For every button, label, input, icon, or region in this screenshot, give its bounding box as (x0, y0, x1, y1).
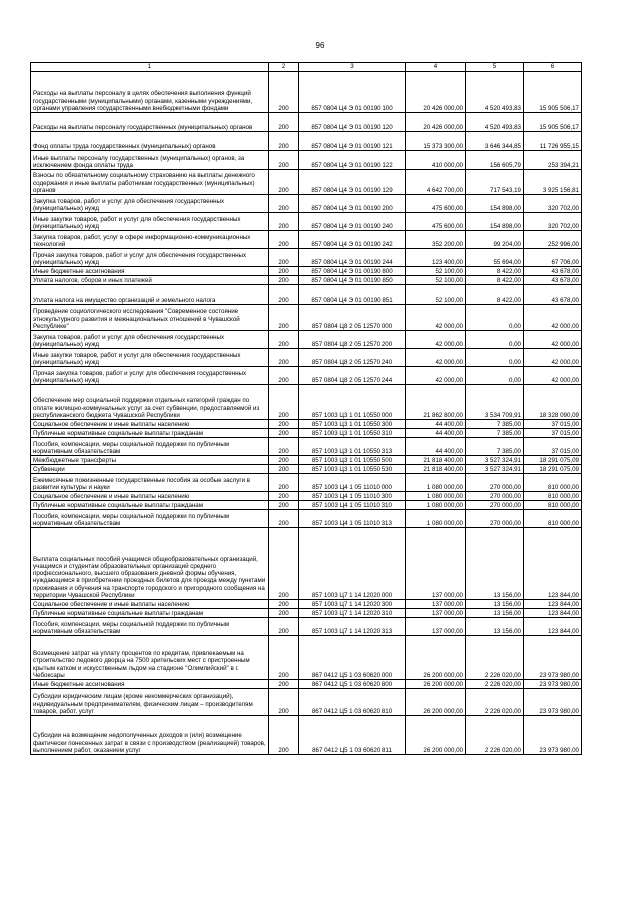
approved-amount: 410 000,00 (406, 151, 466, 170)
admin-code: 200 (269, 716, 299, 755)
row-name: Ежемесячные пожизненные государственные пособия за особые заслуги в развитии культуры и науки (31, 474, 269, 492)
header-cell: 5 (466, 63, 524, 72)
classification-code: 857 0804 Ц8 2 05 12570 000 (299, 305, 406, 331)
executed-amount: 270 000,00 (466, 474, 524, 492)
approved-amount: 52 100,00 (406, 285, 466, 305)
approved-amount: 15 373 300,00 (406, 132, 466, 151)
admin-code: 200 (269, 689, 299, 716)
approved-amount: 137 000,00 (406, 528, 466, 600)
row-name: Иные бюджетные ассигнования (31, 267, 269, 276)
approved-amount: 1 080 000,00 (406, 492, 466, 501)
table-row (31, 456, 582, 465)
admin-code: 200 (269, 367, 299, 385)
table-row (31, 132, 582, 151)
table-row (31, 331, 582, 349)
admin-code: 200 (269, 609, 299, 618)
remaining-amount: 123 844,00 (524, 528, 582, 600)
row-name: Прочая закупка товаров, работ и услуг для обеспечения государственных (муниципальных) нужд (31, 367, 269, 385)
row-name: Межбюджетные трансферты (31, 456, 269, 465)
admin-code: 200 (269, 276, 299, 285)
approved-amount: 42 000,00 (406, 331, 466, 349)
executed-amount: 0,00 (466, 367, 524, 385)
remaining-amount: 42 000,00 (524, 305, 582, 331)
row-name: Пособия, компенсации, меры социальной поддержки по публичным нормативным обязательствам (31, 618, 269, 636)
approved-amount: 1 080 000,00 (406, 510, 466, 528)
approved-amount: 42 000,00 (406, 349, 466, 367)
admin-code: 200 (269, 170, 299, 195)
executed-amount: 154 898,00 (466, 213, 524, 231)
executed-amount: 3 534 709,91 (466, 385, 524, 420)
table-row (31, 600, 582, 609)
admin-code: 200 (269, 349, 299, 367)
row-name: Прочая закупка товаров, работ и услуг для обеспечения государственных (муниципальных) нужд (31, 249, 269, 267)
row-name: Проведение социологического исследования "Современное состояние этнокультурного развития и межнациональных отношений в Чувашской Республике" (31, 305, 269, 331)
classification-code: 857 0804 Ц8 2 05 12570 240 (299, 349, 406, 367)
executed-amount: 3 527 324,91 (466, 465, 524, 474)
executed-amount: 7 385,00 (466, 429, 524, 438)
classification-code: 867 0412 Ц5 1 03 60620 000 (299, 636, 406, 680)
classification-code: 857 0804 Ц4 Э 01 00190 800 (299, 267, 406, 276)
row-name: Иные выплаты персоналу государственных (муниципальных) органов, за исключением фонда оплаты труда (31, 151, 269, 170)
row-name: Социальное обеспечение и иные выплаты населению (31, 420, 269, 429)
approved-amount: 475 600,00 (406, 213, 466, 231)
approved-amount: 137 000,00 (406, 618, 466, 636)
approved-amount: 352 200,00 (406, 231, 466, 249)
executed-amount: 270 000,00 (466, 510, 524, 528)
approved-amount: 137 000,00 (406, 609, 466, 618)
remaining-amount: 42 000,00 (524, 349, 582, 367)
admin-code: 200 (269, 510, 299, 528)
classification-code: 857 1003 Ц7 1 14 12020 313 (299, 618, 406, 636)
executed-amount: 717 543,19 (466, 170, 524, 195)
admin-code: 200 (269, 195, 299, 213)
admin-code: 200 (269, 132, 299, 151)
approved-amount: 44 400,00 (406, 429, 466, 438)
classification-code: 857 1003 Ц3 1 01 10550 313 (299, 438, 406, 456)
remaining-amount: 810 000,00 (524, 492, 582, 501)
table-row (31, 231, 582, 249)
table-row (31, 305, 582, 331)
remaining-amount: 810 000,00 (524, 474, 582, 492)
classification-code: 857 0804 Ц4 Э 01 00190 122 (299, 151, 406, 170)
table-row (31, 438, 582, 456)
executed-amount: 55 694,00 (466, 249, 524, 267)
approved-amount: 26 200 000,00 (406, 689, 466, 716)
remaining-amount: 15 905 506,17 (524, 72, 582, 113)
row-name: Фонд оплаты труда государственных (муниципальных) органов (31, 132, 269, 151)
remaining-amount: 23 973 980,00 (524, 680, 582, 689)
table-row (31, 151, 582, 170)
table-row (31, 72, 582, 113)
admin-code: 200 (269, 492, 299, 501)
admin-code: 200 (269, 305, 299, 331)
executed-amount: 8 422,00 (466, 276, 524, 285)
table-row (31, 510, 582, 528)
table-row (31, 618, 582, 636)
executed-amount: 7 385,00 (466, 438, 524, 456)
approved-amount: 44 400,00 (406, 420, 466, 429)
classification-code: 857 1003 Ц4 1 05 11010 313 (299, 510, 406, 528)
executed-amount: 4 520 493,83 (466, 113, 524, 132)
admin-code: 200 (269, 72, 299, 113)
table-row (31, 680, 582, 689)
approved-amount: 20 426 000,00 (406, 72, 466, 113)
row-name: Социальное обеспечение и иные выплаты населению (31, 600, 269, 609)
remaining-amount: 37 015,00 (524, 438, 582, 456)
classification-code: 857 0804 Ц4 Э 01 00190 850 (299, 276, 406, 285)
classification-code: 857 0804 Ц4 Э 01 00190 100 (299, 72, 406, 113)
row-name: Взносы по обязательному социальному страхованию на выплаты денежного содержания и иные выплаты работникам государственных (муниципальных) органов (31, 170, 269, 195)
classification-code: 867 0412 Ц5 1 03 60620 811 (299, 716, 406, 755)
admin-code: 200 (269, 249, 299, 267)
budget-table (30, 62, 582, 755)
executed-amount: 270 000,00 (466, 492, 524, 501)
executed-amount: 0,00 (466, 305, 524, 331)
executed-amount: 2 226 020,00 (466, 716, 524, 755)
row-name: Уплата налога на имущество организаций и земельного налога (31, 285, 269, 305)
remaining-amount: 123 844,00 (524, 600, 582, 609)
executed-amount: 2 226 020,00 (466, 680, 524, 689)
approved-amount: 20 426 000,00 (406, 113, 466, 132)
executed-amount: 8 422,00 (466, 267, 524, 276)
row-name: Закупка товаров, работ, услуг в сфере информационно-коммуникационных технологий (31, 231, 269, 249)
table-row (31, 492, 582, 501)
table-row (31, 501, 582, 510)
admin-code: 200 (269, 420, 299, 429)
classification-code: 857 1003 Ц3 1 01 10550 530 (299, 465, 406, 474)
table-row (31, 420, 582, 429)
remaining-amount: 320 702,00 (524, 213, 582, 231)
admin-code: 200 (269, 213, 299, 231)
remaining-amount: 23 973 980,00 (524, 689, 582, 716)
approved-amount: 137 000,00 (406, 600, 466, 609)
table-row (31, 689, 582, 716)
executed-amount: 156 605,79 (466, 151, 524, 170)
row-name: Возмещение затрат на уплату процентов по кредитам, привлекаемым на строительство ледового дворца на 7500 зрительских мест с пристроенным крытым катком и искусственным льдом на стадионе "Олимпийский" в г. Чебоксары (31, 636, 269, 680)
admin-code: 200 (269, 636, 299, 680)
admin-code: 200 (269, 501, 299, 510)
header-cell: 2 (269, 63, 299, 72)
executed-amount: 0,00 (466, 331, 524, 349)
row-name: Расходы на выплаты персоналу в целях обеспечения выполнения функций государственными (муниципальными) органами, казенными учреждениями, органами управления государственными внебюджетными фондами (31, 72, 269, 113)
remaining-amount: 320 702,00 (524, 195, 582, 213)
header-cell: 3 (299, 63, 406, 72)
remaining-amount: 11 726 955,15 (524, 132, 582, 151)
remaining-amount: 252 996,00 (524, 231, 582, 249)
executed-amount: 7 385,00 (466, 420, 524, 429)
executed-amount: 2 226 020,00 (466, 636, 524, 680)
classification-code: 857 1003 Ц3 1 01 10550 300 (299, 420, 406, 429)
table-row (31, 474, 582, 492)
classification-code: 857 1003 Ц4 1 05 11010 000 (299, 474, 406, 492)
row-name: Пособия, компенсации, меры социальной поддержки по публичным нормативным обязательствам (31, 438, 269, 456)
classification-code: 857 1003 Ц4 1 05 11010 310 (299, 501, 406, 510)
row-name: Уплата налогов, сборов и иных платежей (31, 276, 269, 285)
row-name: Публичные нормативные социальные выплаты гражданам (31, 501, 269, 510)
row-name: Закупка товаров, работ и услуг для обеспечения государственных (муниципальных) нужд (31, 331, 269, 349)
row-name: Социальное обеспечение и иные выплаты населению (31, 492, 269, 501)
row-name: Публичные нормативные социальные выплаты гражданам (31, 429, 269, 438)
admin-code: 200 (269, 618, 299, 636)
row-name: Иные бюджетные ассигнования (31, 680, 269, 689)
executed-amount: 270 000,00 (466, 501, 524, 510)
admin-code: 200 (269, 331, 299, 349)
executed-amount: 99 204,00 (466, 231, 524, 249)
table-row (31, 276, 582, 285)
executed-amount: 13 156,00 (466, 618, 524, 636)
classification-code: 857 1003 Ц7 1 14 12020 300 (299, 600, 406, 609)
classification-code: 867 0412 Ц5 1 03 60620 810 (299, 689, 406, 716)
executed-amount: 8 422,00 (466, 285, 524, 305)
row-name: Выплата социальных пособий учащимся общеобразовательных организаций, учащимся и студентам образовательных организаций среднего профессионального, высшего образования дневной формы обучения, нуждающимся в приобретении проездных билетов для проезда между пунктами проживания и обучения на транспорте городского и пригородного сообщения на территории Чувашской Республики (31, 528, 269, 600)
approved-amount: 26 200 000,00 (406, 636, 466, 680)
header-cell: 4 (406, 63, 466, 72)
approved-amount: 44 400,00 (406, 438, 466, 456)
classification-code: 867 0412 Ц5 1 03 60620 800 (299, 680, 406, 689)
header-cell: 1 (31, 63, 269, 72)
classification-code: 857 1003 Ц4 1 05 11010 300 (299, 492, 406, 501)
remaining-amount: 810 000,00 (524, 510, 582, 528)
table-row (31, 249, 582, 267)
table-row (31, 285, 582, 305)
table-row (31, 636, 582, 680)
row-name: Обеспечение мер социальной поддержки отдельных категорий граждан по оплате жилищно-коммунальных услуг за счет субвенции, предоставляемой из республиканского бюджета Чувашской Республики (31, 385, 269, 420)
executed-amount: 3 646 344,85 (466, 132, 524, 151)
executed-amount: 2 226 020,00 (466, 689, 524, 716)
remaining-amount: 67 706,00 (524, 249, 582, 267)
approved-amount: 26 200 000,00 (406, 716, 466, 755)
admin-code: 200 (269, 151, 299, 170)
admin-code: 200 (269, 385, 299, 420)
approved-amount: 4 642 700,00 (406, 170, 466, 195)
approved-amount: 21 862 800,00 (406, 385, 466, 420)
approved-amount: 26 200 000,00 (406, 680, 466, 689)
row-name: Субсидии юридическим лицам (кроме некоммерческих организаций), индивидуальным предпринимателям, физическим лицам – производителям товаров, работ, услуг (31, 689, 269, 716)
table-row (31, 367, 582, 385)
table-row (31, 267, 582, 276)
classification-code: 857 1003 Ц3 1 01 10550 310 (299, 429, 406, 438)
admin-code: 200 (269, 456, 299, 465)
remaining-amount: 18 291 075,09 (524, 465, 582, 474)
remaining-amount: 15 905 506,17 (524, 113, 582, 132)
remaining-amount: 253 394,21 (524, 151, 582, 170)
remaining-amount: 18 291 075,09 (524, 456, 582, 465)
executed-amount: 13 156,00 (466, 600, 524, 609)
classification-code: 857 0804 Ц4 Э 01 00190 200 (299, 195, 406, 213)
remaining-amount: 123 844,00 (524, 609, 582, 618)
classification-code: 857 0804 Ц4 Э 01 00190 121 (299, 132, 406, 151)
approved-amount: 123 400,00 (406, 249, 466, 267)
table-row (31, 716, 582, 755)
classification-code: 857 1003 Ц7 1 14 12020 000 (299, 528, 406, 600)
classification-code: 857 0804 Ц4 Э 01 00190 242 (299, 231, 406, 249)
approved-amount: 52 100,00 (406, 267, 466, 276)
table-row (31, 609, 582, 618)
admin-code: 200 (269, 680, 299, 689)
table-row (31, 349, 582, 367)
remaining-amount: 18 328 090,09 (524, 385, 582, 420)
executed-amount: 0,00 (466, 349, 524, 367)
admin-code: 200 (269, 474, 299, 492)
row-name: Расходы на выплаты персоналу государственных (муниципальных) органов (31, 113, 269, 132)
approved-amount: 21 818 400,00 (406, 456, 466, 465)
executed-amount: 4 520 493,83 (466, 72, 524, 113)
admin-code: 200 (269, 600, 299, 609)
row-name: Публичные нормативные социальные выплаты гражданам (31, 609, 269, 618)
row-name: Субсидии на возмещение недополученных доходов и (или) возмещение фактически понесенных затрат в связи с производством (реализацией) товаров, выполнением работ, оказанием услуг (31, 716, 269, 755)
remaining-amount: 42 000,00 (524, 331, 582, 349)
classification-code: 857 0804 Ц4 Э 01 00190 851 (299, 285, 406, 305)
executed-amount: 154 898,00 (466, 195, 524, 213)
remaining-amount: 42 000,00 (524, 367, 582, 385)
row-name: Субвенции (31, 465, 269, 474)
classification-code: 857 0804 Ц4 Э 01 00190 120 (299, 113, 406, 132)
table-header-row (31, 63, 582, 72)
admin-code: 200 (269, 267, 299, 276)
classification-code: 857 0804 Ц8 2 05 12570 244 (299, 367, 406, 385)
approved-amount: 1 080 000,00 (406, 474, 466, 492)
approved-amount: 52 100,00 (406, 276, 466, 285)
approved-amount: 1 080 000,00 (406, 501, 466, 510)
page-number: 96 (315, 41, 325, 50)
classification-code: 857 0804 Ц8 2 05 12570 200 (299, 331, 406, 349)
table-row (31, 429, 582, 438)
classification-code: 857 1003 Ц3 1 01 10550 000 (299, 385, 406, 420)
table-row (31, 385, 582, 420)
table-row (31, 465, 582, 474)
admin-code: 200 (269, 231, 299, 249)
classification-code: 857 1003 Ц7 1 14 12020 310 (299, 609, 406, 618)
header-cell: 6 (524, 63, 582, 72)
remaining-amount: 23 973 980,00 (524, 716, 582, 755)
admin-code: 200 (269, 429, 299, 438)
admin-code: 200 (269, 113, 299, 132)
executed-amount: 3 527 324,91 (466, 456, 524, 465)
table-row (31, 528, 582, 600)
row-name: Закупка товаров, работ и услуг для обеспечения государственных (муниципальных) нужд (31, 195, 269, 213)
classification-code: 857 0804 Ц4 Э 01 00190 244 (299, 249, 406, 267)
remaining-amount: 810 000,00 (524, 501, 582, 510)
admin-code: 200 (269, 285, 299, 305)
table-row (31, 170, 582, 195)
table-row (31, 213, 582, 231)
table-row (31, 113, 582, 132)
classification-code: 857 0804 Ц4 Э 01 00190 240 (299, 213, 406, 231)
classification-code: 857 1003 Ц3 1 01 10550 500 (299, 456, 406, 465)
remaining-amount: 3 925 156,81 (524, 170, 582, 195)
remaining-amount: 23 973 980,00 (524, 636, 582, 680)
executed-amount: 13 156,00 (466, 609, 524, 618)
admin-code: 200 (269, 465, 299, 474)
executed-amount: 13 156,00 (466, 528, 524, 600)
row-name: Пособия, компенсации, меры социальной поддержки по публичным нормативным обязательствам (31, 510, 269, 528)
remaining-amount: 43 678,00 (524, 276, 582, 285)
classification-code: 857 0804 Ц4 Э 01 00190 129 (299, 170, 406, 195)
remaining-amount: 37 015,00 (524, 429, 582, 438)
approved-amount: 475 600,00 (406, 195, 466, 213)
remaining-amount: 43 678,00 (524, 285, 582, 305)
admin-code: 200 (269, 438, 299, 456)
remaining-amount: 43 678,00 (524, 267, 582, 276)
approved-amount: 42 000,00 (406, 367, 466, 385)
remaining-amount: 37 015,00 (524, 420, 582, 429)
admin-code: 200 (269, 528, 299, 600)
remaining-amount: 123 844,00 (524, 618, 582, 636)
row-name: Иные закупки товаров, работ и услуг для обеспечения государственных (муниципальных) нужд (31, 349, 269, 367)
table-row (31, 195, 582, 213)
approved-amount: 42 000,00 (406, 305, 466, 331)
row-name: Иные закупки товаров, работ и услуг для обеспечения государственных (муниципальных) нужд (31, 213, 269, 231)
approved-amount: 21 818 400,00 (406, 465, 466, 474)
